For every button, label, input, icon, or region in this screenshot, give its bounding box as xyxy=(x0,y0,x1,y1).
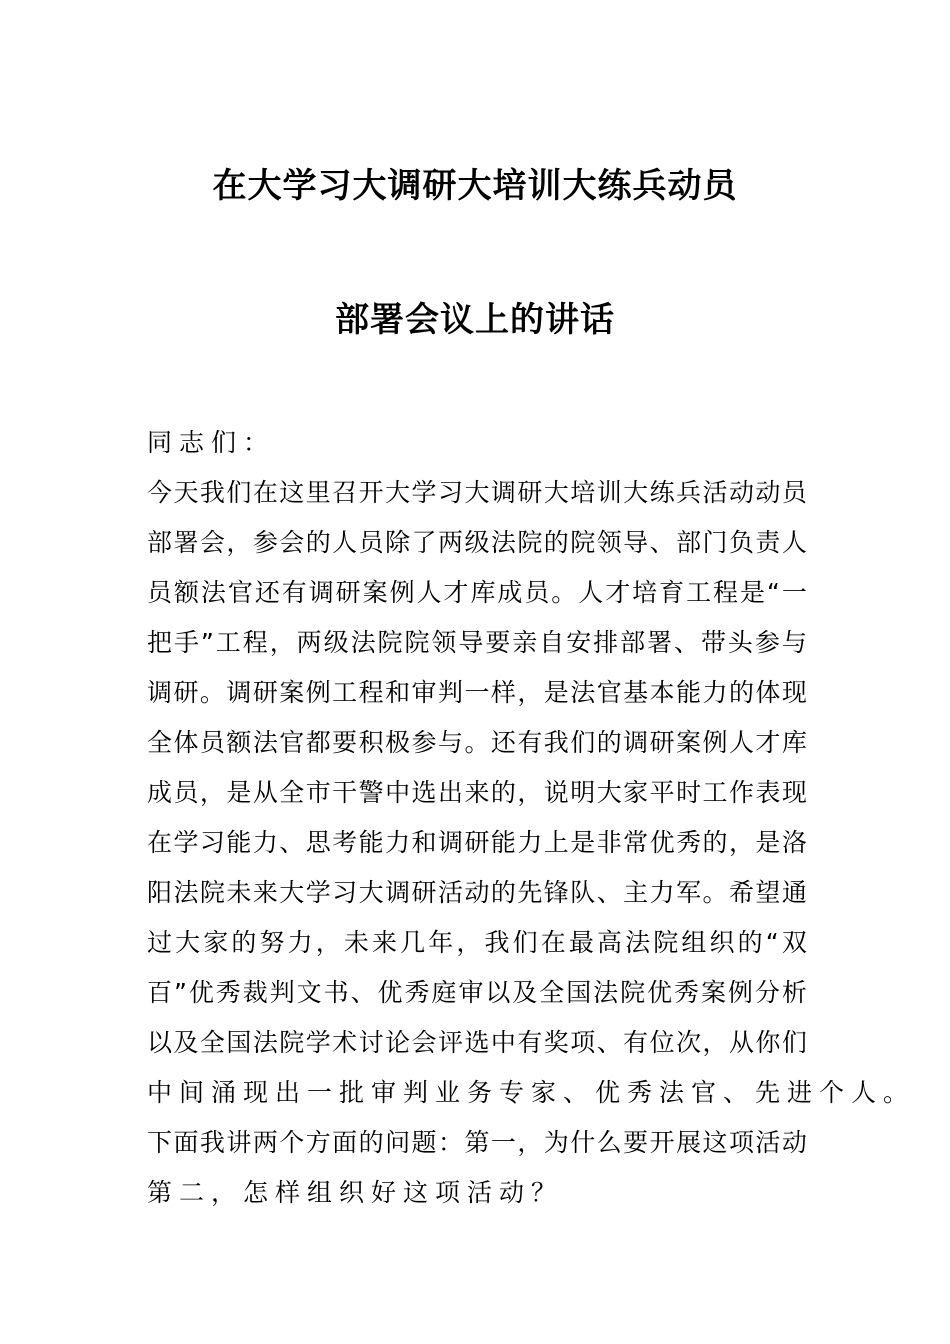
body-line: 在 学 习 能 力 、 思 考 能 力 和 调 研 能 力 上 是 非 常 优 秀 的 ， 是 洛 xyxy=(147,828,807,857)
body-line: 成 员 ， 是 从 全 市 干 警 中 选 出 来 的 ， 说 明 大 家 平 时 工 作 表 现 xyxy=(147,778,807,807)
body-line: 部 署 会 ， 参 会 的 人 员 除 了 两 级 法 院 的 院 领 导 、 部 门 负 责 人 xyxy=(147,528,807,557)
body-line: 全 体 员 额 法 官 都 要 积 极 参 与 。 还 有 我 们 的 调 研 案 例 人 才 库 xyxy=(147,728,807,757)
body-line: 以 及 全 国 法 院 学 术 讨 论 会 评 选 中 有 奖 项 、 有 位 次 ， 从 你 们 xyxy=(147,1028,807,1057)
body-line: 员 额 法 官 还 有 调 研 案 例 人 才 库 成 员 。 人 才 培 育 工 程 是 “ 一 xyxy=(147,578,807,607)
body-line: 今 天 我 们 在 这 里 召 开 大 学 习 大 调 研 大 培 训 大 练 兵 活 动 动 员 xyxy=(147,478,807,507)
salutation: 同志们： xyxy=(147,428,276,457)
body-line: 调 研 。 调 研 案 例 工 程 和 审 判 一 样 ， 是 法 官 基 本 能 力 的 体 现 xyxy=(147,678,807,707)
body-line: 百 ” 优 秀 裁 判 文 书 、 优 秀 庭 审 以 及 全 国 法 院 优 秀 案 例 分 析 xyxy=(147,978,807,1007)
document-title-line-2: 部署会议上的讲话 xyxy=(335,300,615,340)
body-line: 下 面 我 讲 两 个 方 面 的 问 题 ： 第 一 ， 为 什 么 要 开 展 这 项 活 动 xyxy=(147,1128,807,1157)
document-body xyxy=(147,426,916,1226)
body-line: 把 手 ” 工 程 ， 两 级 法 院 院 领 导 要 亲 自 安 排 部 署 、 带 头 参 与 xyxy=(147,628,807,657)
document-title-line-1: 在大学习大调研大培训大练兵动员 xyxy=(212,166,738,206)
body-line: 过 大 家 的 努 力 ， 未 来 几 年 ， 我 们 在 最 高 法 院 组 织 的 “ 双 xyxy=(147,928,807,957)
body-line: 阳 法 院 未 来 大 学 习 大 调 研 活 动 的 先 锋 队 、 主 力 军 。 希 望 通 xyxy=(147,878,807,907)
body-line: 第二，怎样组织好这项活动？ xyxy=(147,1178,564,1207)
body-line: 中间涌现出一批审判业务专家、优秀法官、先进个人。 xyxy=(147,1078,916,1107)
